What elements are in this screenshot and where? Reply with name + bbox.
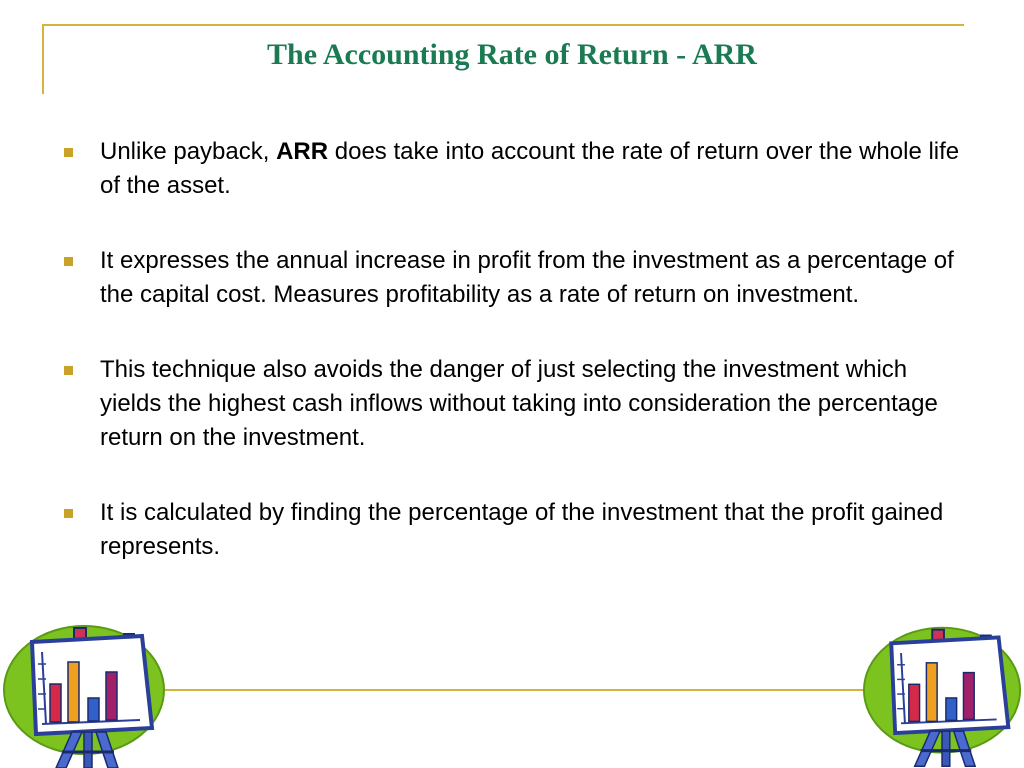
bullet-marker-icon	[64, 366, 73, 375]
presentation-easel-icon	[2, 624, 166, 768]
frame-bottom-line	[160, 689, 872, 691]
bullet-text-after: does take into account the rate of return over the whole life of the asset.	[100, 138, 960, 199]
bullet-list	[62, 135, 962, 605]
bullet-item	[62, 135, 962, 203]
bullet-item	[62, 496, 962, 564]
bullet-text: It expresses the annual increase in profit from the investment as a percentage of the capital cost. Measures profitability as a rate of return on investment.	[100, 247, 954, 308]
bullet-marker-icon	[64, 257, 73, 266]
bullet-item	[62, 244, 962, 312]
bullet-text-before: Unlike payback,	[100, 138, 277, 165]
bullet-text-emphasis: ARR	[276, 138, 329, 165]
presentation-easel-icon	[862, 624, 1022, 768]
bullet-item	[62, 353, 962, 455]
frame-top-line	[42, 24, 964, 26]
bullet-marker-icon	[64, 148, 73, 157]
bullet-text: It is calculated by finding the percentage of the investment that the profit gained represents.	[100, 499, 944, 560]
bullet-text: This technique also avoids the danger of just selecting the investment which yields the highest cash inflows without taking into consideration the percentage return on the investment.	[100, 356, 938, 451]
bullet-marker-icon	[64, 509, 73, 518]
slide-title: The Accounting Rate of Return - ARR	[267, 38, 757, 71]
